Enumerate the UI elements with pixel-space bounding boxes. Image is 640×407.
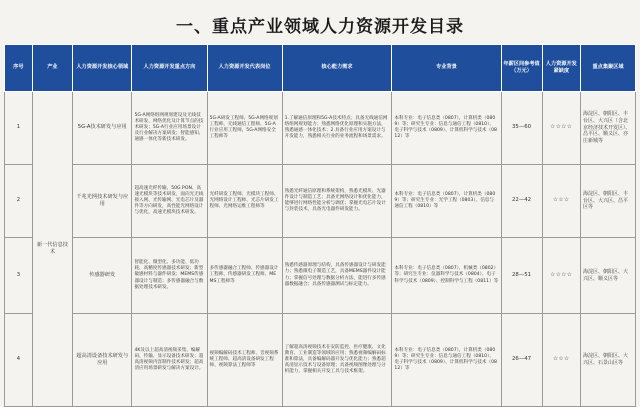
row-positions: 多传感器融合工程师、传感器设计工程师、传感器研发工程师、MEMS工程师等 <box>207 238 282 314</box>
row-major: 本科专业：电子信息类（0807），计算机类（0809）等；研究生专业：信息与通信工程（0810）、电子科学与技术（0809）、计算机科学与技术（0812）等 <box>392 92 501 165</box>
row-direction: 5G-A技术研发与应用 <box>73 92 132 165</box>
row-ability: 了解超高清视频技术在安防监控、医疗健康、文化教育、工业制造等领域的应用；熟悉视频编解码标准和算法，具备编解码器开发与优化能力；熟悉超高清显示技术与设备原理；具备视频图像处理与分析能力，掌握相关开发工具与技术框架。 <box>282 314 392 407</box>
row-positions: 光纤研发工程师、光模块工程师、光网络设计工程师、光芯片研发工程师、光网络运维工程师等 <box>207 165 282 238</box>
table-row <box>5 238 636 314</box>
row-major: 本科专业：电子信息类（0807），机械类（0802）等；研究生专业：仪器科学与技术（0804）、电子科学与技术（0809）、控制科学与工程（0811）等 <box>392 238 501 314</box>
header-positions: 人力资源开发代表岗位 <box>207 45 282 92</box>
header-no: 序号 <box>5 45 33 92</box>
row-urgency: ☆☆☆☆ <box>542 92 580 165</box>
row-salary: 26—47 <box>501 314 542 407</box>
row-major: 本科专业：电子信息类（0807），计算机类（0809）等；研究生专业：信息与通信工程（0810）、电子科学与技术（0809）、计算机科学与技术（0812）等 <box>392 314 501 407</box>
row-ability: 熟悉光纤通信原理和系统架构，熟悉光模块、光器件设计与制造工艺；具备光网络设计和优化能力，能够进行网络性能分析与调优；掌握光电芯片设计与封装技术，具备光电器件研发能力。 <box>282 165 392 238</box>
row-region: 海淀区、朝阳区、大兴区、石景山区等 <box>581 314 636 407</box>
row-salary: 22—42 <box>501 165 542 238</box>
row-urgency: ☆☆☆☆ <box>542 238 580 314</box>
row-focus: 智能化、微型化、多功能、低功耗、高精度传感器技术研发；新型敏感材料与器件研发；MEMS传感器设计与制造；多传感器融合与数据处理技术研发。 <box>132 238 207 314</box>
row-focus: 5G-A网络组网规划建设及无线技术研发、网络优化及计算节点的技术研发；5G-A行业应用场景设计及行业解决方案研发；智能感知、通感一体化等新技术研发。 <box>132 92 207 165</box>
row-urgency: ☆☆☆ <box>542 165 580 238</box>
row-salary: 28—51 <box>501 238 542 314</box>
header-urgency: 人力资源开发紧缺度 <box>542 45 580 92</box>
header-region: 重点集聚区域 <box>581 45 636 92</box>
row-direction: 超高清设备技术研发与应用 <box>73 314 132 407</box>
row-positions: 5G-A研发工程师、5G-A网络规划工程师、无线通信工程师、5G-A行业应用工程师、5G-A网络安全工程师等 <box>207 92 282 165</box>
header-direction: 人力资源开发核心领域 <box>73 45 132 92</box>
row-no: 2 <box>5 165 33 238</box>
row-positions: 视频编解码技术工程师、音视频系统工程师、超高清设备研发工程师、视频算法工程师等 <box>207 314 282 407</box>
row-direction: 千兆光网技术研发与应用 <box>73 165 132 238</box>
table-row <box>5 165 636 238</box>
row-salary: 35—60 <box>501 92 542 165</box>
header-industry: 产业 <box>32 45 72 92</box>
header-salary: 年薪区间参考值（万元） <box>501 45 542 92</box>
header-row <box>5 45 636 92</box>
industry-cell: 新一代信息技术 <box>32 92 72 407</box>
table-row <box>5 92 636 165</box>
header-major: 专业背景 <box>392 45 501 92</box>
row-major: 本科专业：电子信息类（0807），计算机类（0809）等；研究生专业：光学工程（0803）、信息与通信工程（0810）等 <box>392 165 501 238</box>
header-ability: 核心能力需求 <box>282 45 392 92</box>
row-no: 4 <box>5 314 33 407</box>
row-ability: 1.了解通信原理和5G-A技术特点；具备无线通信网络组网规划能力；熟悉网络优化原理和实施方法，熟悉通感一体化技术；2.具备行业应用方案设计与开发能力，熟悉相关行业的业务流程和场景需求。 <box>282 92 392 165</box>
row-urgency: ☆☆☆ <box>542 314 580 407</box>
row-no: 3 <box>5 238 33 314</box>
row-region: 海淀区、朝阳区、大兴区、顺义区等 <box>581 238 636 314</box>
row-no: 1 <box>5 92 33 165</box>
row-ability: 熟悉传感器原理与结构，具备传感器设计与研发能力；熟悉微电子制造工艺，具备MEMS器件设计能力；掌握信号处理与数据分析方法，能进行多传感器数据融合；具备传感器测试与标定能力。 <box>282 238 392 314</box>
table-row <box>5 314 636 407</box>
header-focus: 人力资源开发重点方向 <box>132 45 207 92</box>
row-focus: 超高速光纤传输、50G PON、高速光模块等技术研发，面向光无线接入网、光传输网、光电芯片及器件等方向研发，高性能光网络设计与优化，高速光模块技术研发。 <box>132 165 207 238</box>
row-region: 海淀区、朝阳区、丰台区、大兴区（含北京经济技术开发区）、昌平区、顺义区、亦庄新城等 <box>581 92 636 165</box>
row-direction: 传感器研发 <box>73 238 132 314</box>
row-focus: 4K及以上超高清视频采集、编解码、传输、显示设备技术研发；超高清视频内容制作技术研发；超高清应用场景研发与解决方案设计。 <box>132 314 207 407</box>
document-title: 一、重点产业领域人力资源开发目录 <box>176 17 464 37</box>
catalog-table <box>4 44 636 407</box>
row-region: 海淀区、朝阳区、丰台区、大兴区、昌平区等 <box>581 165 636 238</box>
